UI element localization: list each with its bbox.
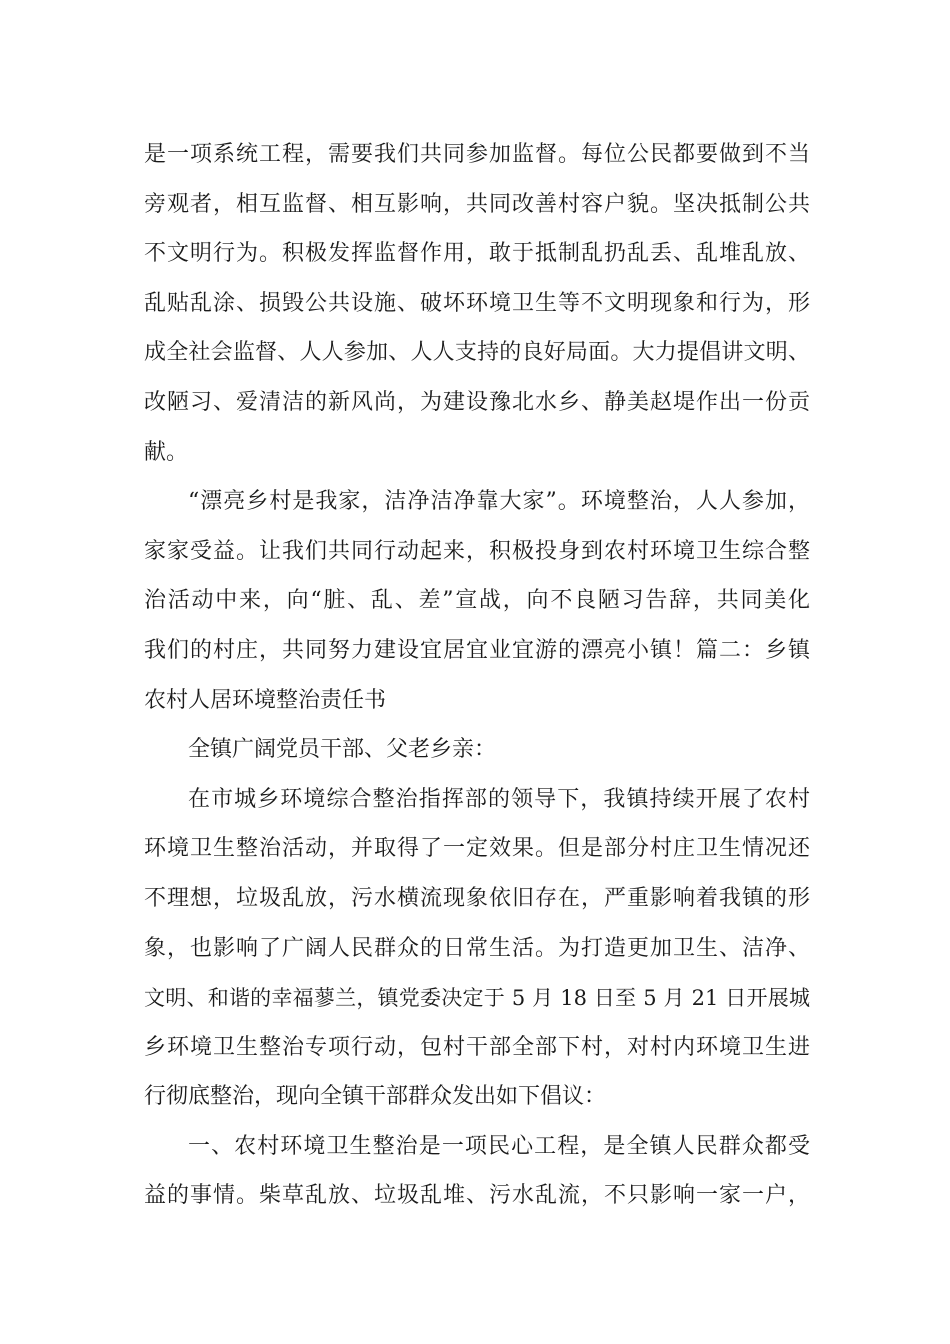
text-line: 旁观者，相互监督、相互影响，共同改善村容户貌。坚决抵制公共 — [144, 191, 810, 217]
text-line: 乱贴乱涂、损毁公共设施、破坏环境卫生等不文明现象和行为，形 — [144, 290, 810, 316]
text-line: 不理想，垃圾乱放，污水横流现象依旧存在，严重影响着我镇的形 — [144, 885, 810, 911]
text-line: 家家受益。让我们共同行动起来，积极投身到农村环境卫生综合整 — [144, 538, 810, 564]
text-line: 环境卫生整治活动，并取得了一定效果。但是部分村庄卫生情况还 — [144, 836, 810, 862]
text-line: 在市城乡环境综合整治指挥部的领导下，我镇持续开展了农村 — [188, 786, 810, 812]
text-line: 乡环境卫生整治专项行动，包村干部全部下村，对村内环境卫生进 — [144, 1034, 810, 1060]
text-line: 不文明行为。积极发挥监督作用，敢于抵制乱扔乱丢、乱堆乱放、 — [144, 241, 810, 267]
text-line: 行彻底整治，现向全镇干部群众发出如下倡议： — [144, 1084, 607, 1110]
text-line: “漂亮乡村是我家，洁净洁净靠大家”。环境整治，人人参加， — [188, 489, 810, 515]
text-line: 治活动中来，向“脏、乱、差”宣战，向不良陋习告辞，共同美化 — [144, 588, 810, 614]
text-line: 改陋习、爱清洁的新风尚，为建设豫北水乡、静美赵堤作出一份贡 — [144, 389, 810, 415]
text-line: 象，也影响了广阔人民群众的日常生活。为打造更加卫生、洁净、 — [144, 935, 810, 961]
text-line: 一、农村环境卫生整治是一项民心工程，是全镇人民群众都受 — [188, 1133, 810, 1159]
text-line: 我们的村庄，共同努力建设宜居宜业宜游的漂亮小镇！篇二：乡镇 — [144, 637, 810, 663]
text-line: 献。 — [144, 439, 189, 465]
text-line: 文明、和谐的幸福蓼兰，镇党委决定于 5 月 18 日至 5 月 21 日开展城 — [144, 985, 810, 1011]
text-line: 是一项系统工程，需要我们共同参加监督。每位公民都要做到不当 — [144, 142, 810, 167]
text-line: 全镇广阔党员干部、父老乡亲： — [188, 737, 497, 763]
text-line: 益的事情。柴草乱放、垃圾乱堆、污水乱流，不只影响一家一户， — [144, 1183, 810, 1209]
text-line: 成全社会监督、人人参加、人人支持的良好局面。大力提倡讲文明、 — [144, 340, 810, 366]
document-body — [144, 130, 810, 1221]
text-line: 农村人居环境整治责任书 — [144, 687, 387, 713]
